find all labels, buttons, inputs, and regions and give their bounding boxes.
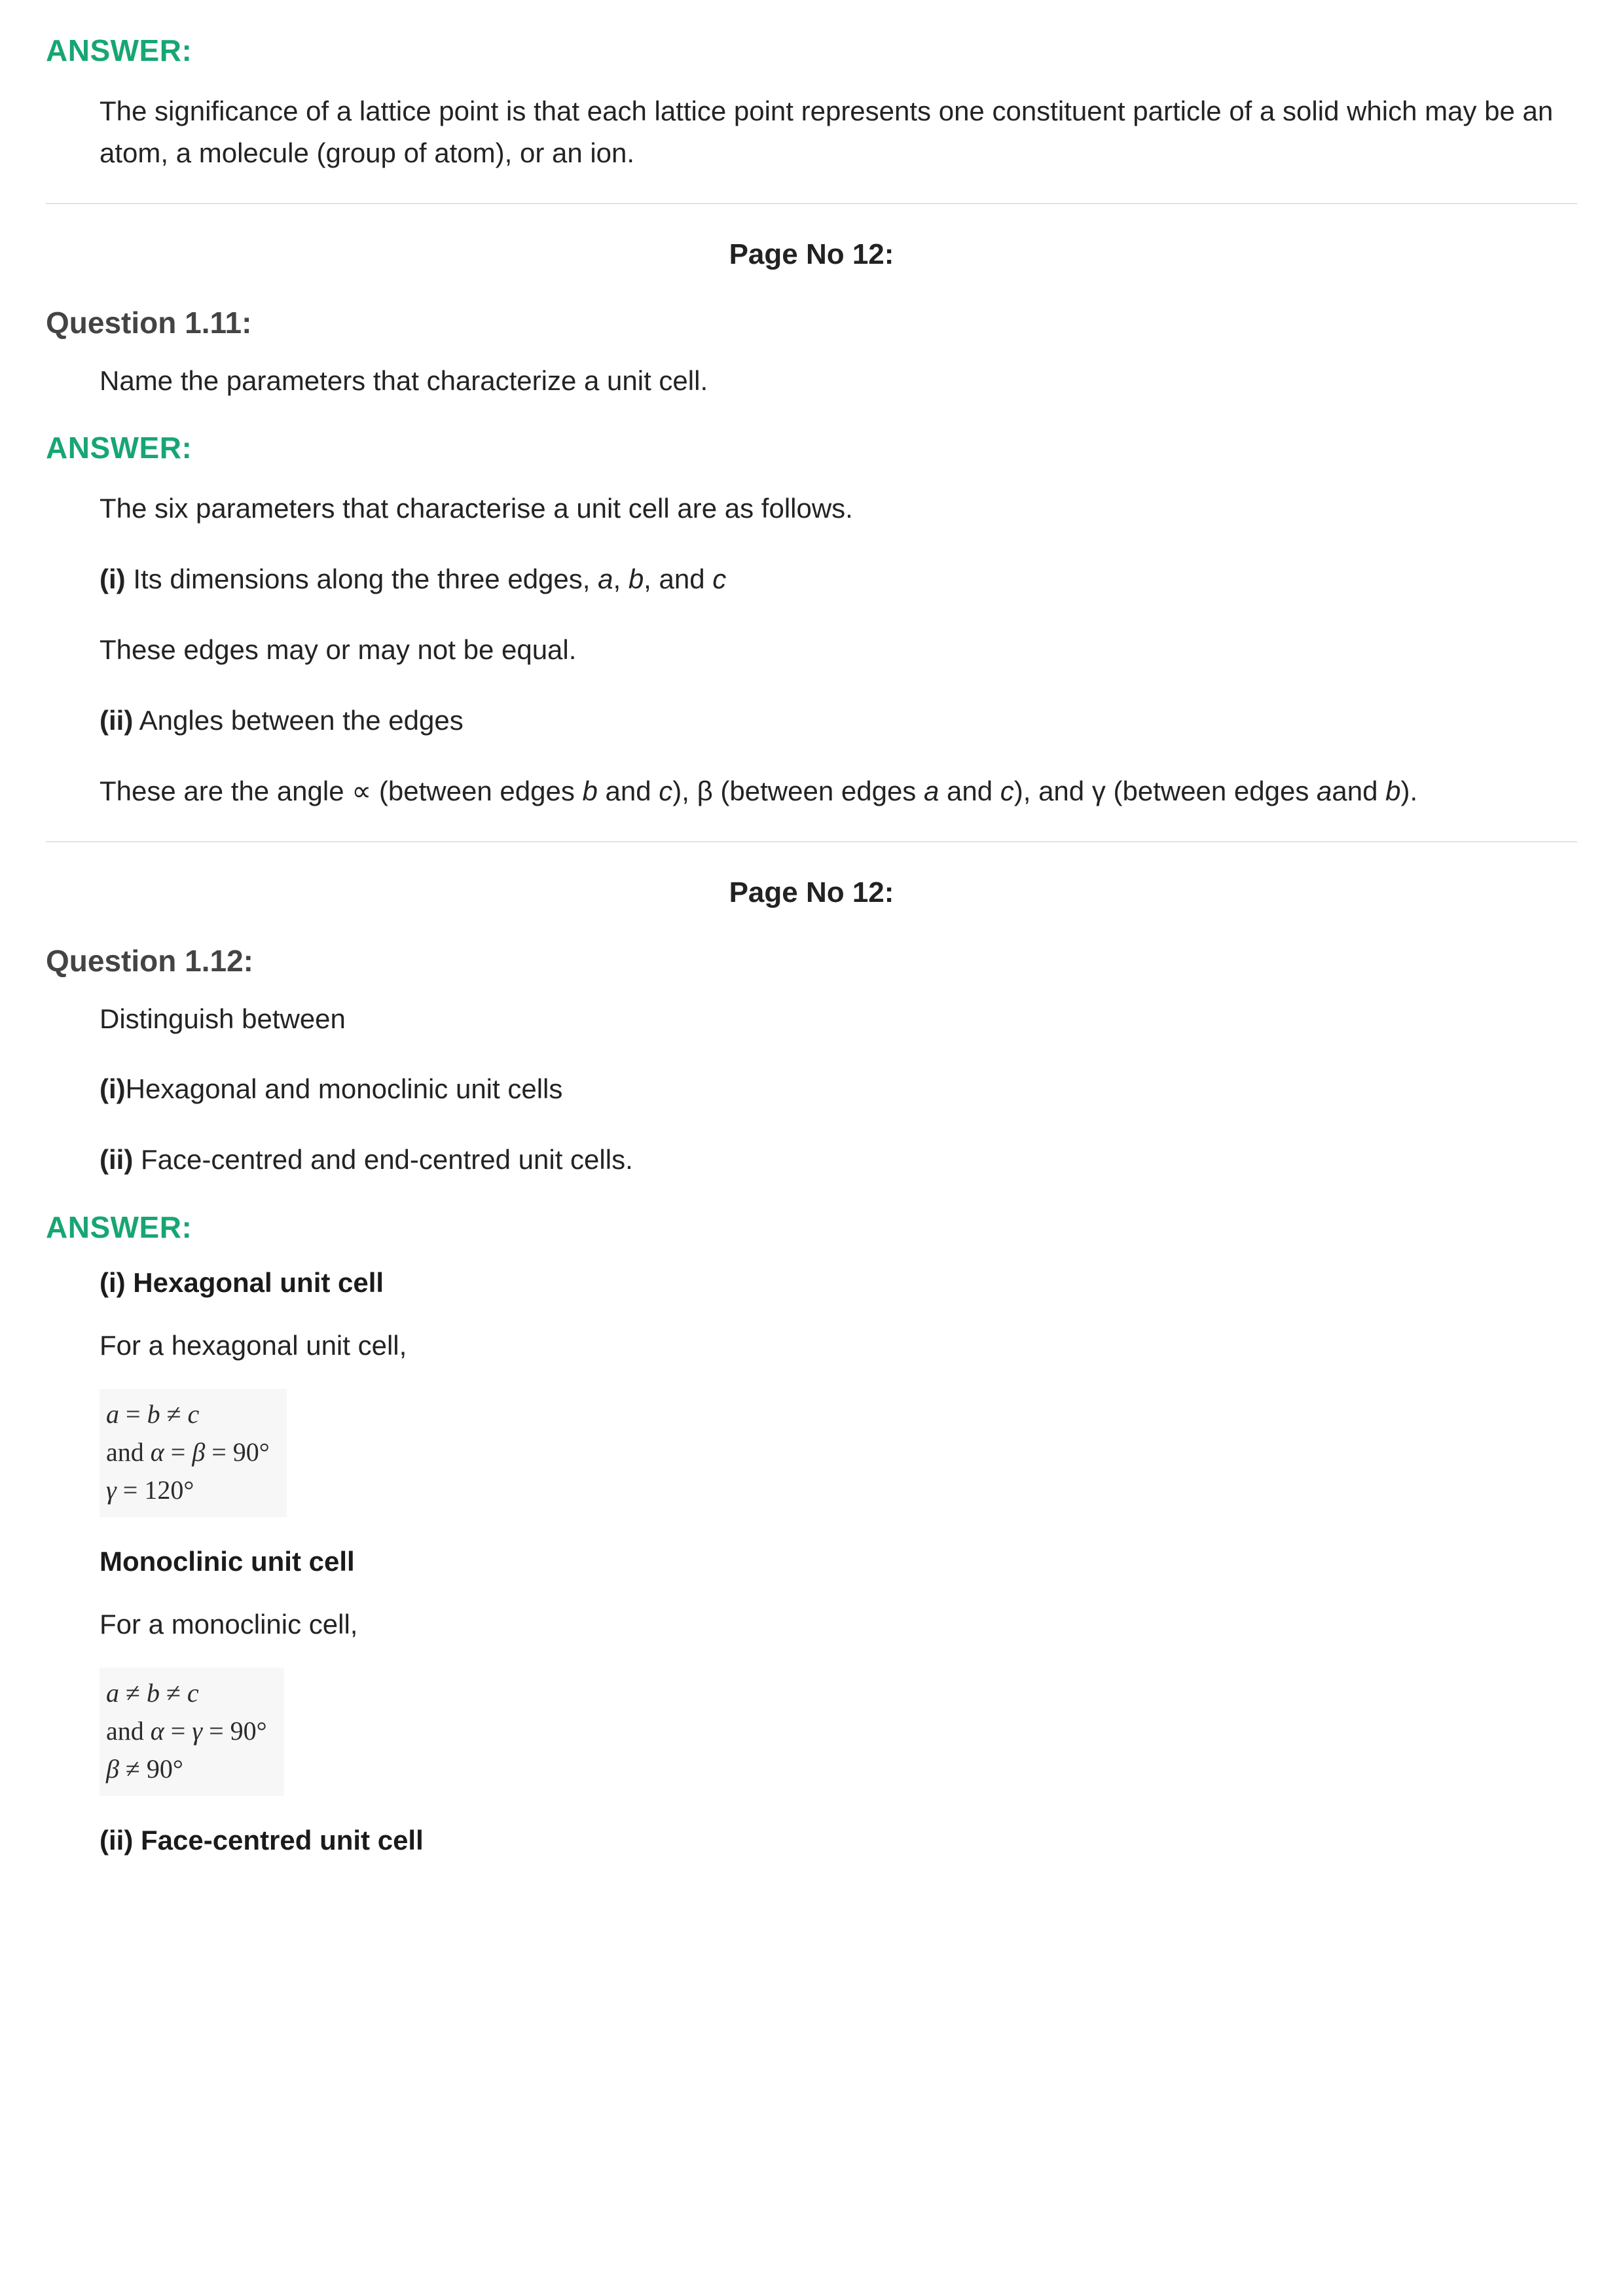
formula-hexagonal [46, 1389, 1577, 1517]
answer-1-11-line-5-var-a2: a [1317, 775, 1332, 806]
formula-monoclinic [46, 1668, 1577, 1796]
answer-1-11-var-c: c [712, 564, 727, 595]
formula-mono-b: b [146, 1677, 160, 1708]
answer-1-11-line-5-and-1: and [597, 775, 659, 806]
answer-1-11-line-5-and-2: and [939, 775, 1000, 806]
formula-hexagonal-line-1 [106, 1395, 270, 1433]
formula-monoclinic-body [100, 1668, 284, 1796]
formula-mono-gamma: γ [192, 1715, 203, 1746]
answer-1-11-line-5-var-c2: c [1000, 775, 1014, 806]
formula-hex-eq1: = [119, 1399, 147, 1429]
subheading-monoclinic-unit-cell: Monoclinic unit cell [100, 1545, 355, 1577]
section-divider-2 [46, 841, 1577, 842]
formula-hexagonal-body [100, 1389, 287, 1517]
answer-1-11-line-4-marker: (ii) [100, 704, 134, 736]
answer-1-11-line-5-var-a: a [923, 775, 939, 806]
text-hexagonal-intro: For a hexagonal unit cell, [100, 1330, 407, 1361]
answer-1-11-var-a: a [598, 564, 613, 595]
answer-1-11-line-5-part-3: ), and γ (between edges [1013, 775, 1317, 806]
answer-1-11-line-2 [46, 558, 1577, 600]
answer-1-11-line-5-var-b2: b [1385, 775, 1401, 806]
formula-mono-beta: β [106, 1753, 119, 1784]
formula-monoclinic-line-2 [106, 1712, 267, 1750]
formula-hexagonal-line-3 [106, 1471, 270, 1509]
formula-monoclinic-line-3 [106, 1750, 267, 1788]
answer-1-11-sep-1: , [613, 564, 629, 595]
subheading-hexagonal-unit-cell: (i) Hexagonal unit cell [100, 1267, 384, 1299]
formula-mono-neq1: ≠ [119, 1677, 147, 1708]
answer-1-11-line-1: The six parameters that characterise a unit cell are as follows. [100, 493, 853, 524]
answer-1-11-line-5-var-b: b [582, 775, 598, 806]
formula-monoclinic-line-1 [106, 1674, 267, 1712]
question-1-12-line-2 [46, 1068, 1577, 1110]
formula-mono-eq2: = 90° [202, 1715, 267, 1746]
question-1-12-line-3-marker: (ii) [100, 1144, 134, 1175]
question-1-12-line-3 [46, 1139, 1577, 1181]
formula-hex-eq2: = [164, 1437, 192, 1467]
formula-hex-beta: β [192, 1437, 206, 1467]
formula-mono-c: c [187, 1677, 199, 1708]
formula-hex-eq3: = 90° [205, 1437, 270, 1467]
answer-1-11-line-5-var-c: c [659, 775, 673, 806]
answer-1-11-line-5-part-1: These are the angle ∝ (between edges [100, 775, 583, 806]
formula-hex-neq: ≠ [160, 1399, 188, 1429]
formula-hex-and: and [106, 1437, 151, 1467]
answer-1-11-sep-2: , and [644, 564, 713, 595]
answer-heading-1-11: ANSWER: [46, 431, 192, 465]
text-monoclinic-intro: For a monoclinic cell, [100, 1608, 358, 1640]
formula-hex-a: a [106, 1399, 119, 1429]
question-text-1-11: Name the parameters that characterize a unit cell. [100, 365, 708, 396]
formula-mono-eq1: = [164, 1715, 192, 1746]
page-number-label-2: Page No 12: [729, 876, 894, 908]
answer-1-11-line-5-end: ). [1400, 775, 1418, 806]
answer-1-11-line-4 [46, 700, 1577, 742]
answer-heading-1-12: ANSWER: [46, 1210, 192, 1245]
formula-mono-and: and [106, 1715, 151, 1746]
answer-1-11-line-5-part-2: ), β (between edges [672, 775, 924, 806]
answer-1-11-var-b: b [628, 564, 644, 595]
answer-1-11-line-2-marker: (i) [100, 564, 126, 595]
page-number-label-1: Page No 12: [729, 238, 894, 270]
formula-hex-alpha: α [150, 1437, 164, 1467]
answer-1-11-line-5 [46, 770, 1577, 812]
question-heading-1-12: Question 1.12: [46, 943, 253, 978]
question-1-12-line-1: Distinguish between [100, 1003, 346, 1034]
formula-hex-gamma-val: = 120° [116, 1475, 194, 1505]
formula-hexagonal-line-2 [106, 1433, 270, 1471]
answer-1-11-line-2-text: Its dimensions along the three edges, [125, 564, 598, 595]
answer-text-1-10: The significance of a lattice point is that each lattice point represents one constituent particle of a solid which may be an atom, a molecule (group of atom), or an ion. [100, 96, 1554, 168]
formula-mono-a: a [106, 1677, 119, 1708]
question-1-12-line-2-text: Hexagonal and monoclinic unit cells [125, 1073, 563, 1105]
formula-mono-alpha: α [150, 1715, 164, 1746]
answer-1-11-line-3: These edges may or may not be equal. [100, 634, 577, 666]
formula-hex-b: b [147, 1399, 160, 1429]
question-1-12-line-3-text: Face-centred and end-centred unit cells. [133, 1144, 633, 1175]
answer-1-11-line-5-and-3: and [1332, 775, 1386, 806]
question-1-12-line-2-marker: (i) [100, 1073, 126, 1105]
section-divider-1 [46, 203, 1577, 204]
formula-mono-beta-val: ≠ 90° [119, 1753, 183, 1784]
formula-mono-neq2: ≠ [159, 1677, 187, 1708]
answer-1-11-line-4-text: Angles between the edges [133, 704, 464, 736]
subheading-face-centred-unit-cell: (ii) Face-centred unit cell [100, 1824, 424, 1856]
question-heading-1-11: Question 1.11: [46, 305, 252, 340]
answer-heading-1-10: ANSWER: [46, 33, 192, 67]
formula-hex-gamma: γ [106, 1475, 117, 1505]
formula-hex-c: c [187, 1399, 200, 1429]
